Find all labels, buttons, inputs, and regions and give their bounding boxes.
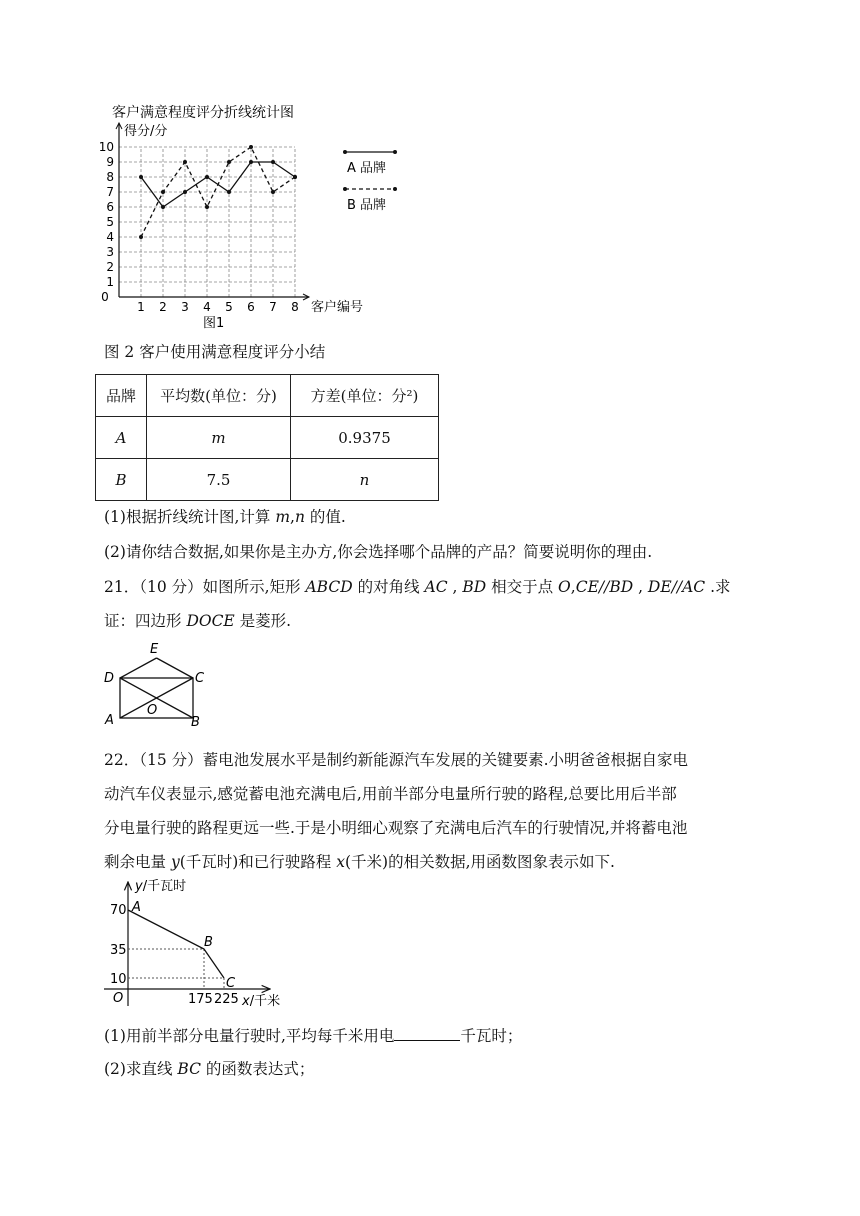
y-tick-label: 4: [106, 230, 114, 244]
x-tick-label: 8: [291, 300, 299, 314]
data-point-a: [161, 205, 165, 209]
origin-label: O: [113, 991, 124, 1006]
cell-brand-b: B: [96, 459, 147, 501]
point-d-label: D: [104, 671, 115, 686]
q21-line1: 21．（10 分）如图所示,矩形 ABCD 的对角线 AC , BD 相交于点 O,CE//BD , DE//AC .求: [104, 578, 731, 596]
x-tick-label: 5: [225, 300, 233, 314]
data-point-b: [183, 160, 187, 164]
x-tick-label: 2: [159, 300, 167, 314]
header-variance: 方差(单位：分²): [291, 375, 439, 417]
chart-grid: [119, 147, 295, 297]
q21-line2: 证：四边形 DOCE 是菱形.: [104, 612, 292, 630]
table-caption: 图 2 客户使用满意程度评分小结: [104, 343, 326, 361]
chart-caption: 图1: [203, 316, 225, 331]
battery-function-graph: [100, 874, 300, 1014]
data-point-b: [227, 160, 231, 164]
answer-blank[interactable]: [394, 1025, 460, 1041]
y-tick-label: 6: [106, 200, 114, 214]
point-a-label: A: [105, 713, 114, 728]
chart-axes: [116, 123, 309, 300]
x-tick-label: 7: [269, 300, 277, 314]
q20-part1: (1)根据折线统计图,计算 m,n 的值.: [104, 508, 346, 526]
q20-part2: (2)请你结合数据,如果你是主办方,你会选择哪个品牌的产品？简要说明你的理由.: [104, 543, 653, 561]
q22-line1: 22．（15 分）蓄电池发展水平是制约新能源汽车发展的关键要素.小明爸爸根据自家电: [104, 751, 689, 769]
cell-variance-a: 0.9375: [291, 417, 439, 459]
tick-70: 70: [110, 903, 127, 918]
score-summary-table: [95, 374, 439, 501]
y-tick-label: 3: [106, 245, 114, 259]
point-o-label: O: [147, 703, 158, 718]
q22-part2: (2)求直线 BC 的函数表达式；: [104, 1060, 315, 1078]
data-point-a: [227, 190, 231, 194]
table-row: [96, 459, 439, 501]
point-b-label: B: [204, 935, 213, 950]
y-tick-label: 1: [106, 275, 114, 289]
y-tick-label: 10: [98, 140, 114, 154]
y-tick-label: 2: [106, 260, 114, 274]
tick-35: 35: [110, 943, 127, 958]
chart-title: 客户满意程度评分折线统计图: [112, 105, 294, 121]
point-c-label: C: [195, 671, 205, 686]
legend-a-dot-right: [393, 150, 397, 154]
origin-label: 0: [101, 290, 109, 304]
point-c-label: C: [226, 976, 236, 991]
cell-mean-a: m: [147, 417, 291, 459]
cell-variance-b: n: [291, 459, 439, 501]
satisfaction-line-chart: [95, 95, 415, 335]
y-tick-label: 5: [106, 215, 114, 229]
data-point-b: [271, 190, 275, 194]
x-tick-label: 4: [203, 300, 211, 314]
x-axis-label: 客户编号: [311, 300, 364, 315]
data-point-a: [271, 160, 275, 164]
y-tick-label: 7: [106, 185, 114, 199]
chart-ticks: [99, 140, 299, 314]
rectangle-rhombus-figure: [100, 638, 210, 730]
x-tick-label: 6: [247, 300, 255, 314]
cell-brand-a: A: [96, 417, 147, 459]
point-e-label: E: [150, 642, 159, 657]
data-point-a: [183, 190, 187, 194]
x-tick-label: 3: [181, 300, 189, 314]
y-tick-label: 9: [106, 155, 114, 169]
data-point-b: [293, 175, 297, 179]
table-row: [96, 417, 439, 459]
data-point-a: [139, 175, 143, 179]
q22-line4: 剩余电量 y(千瓦时)和已行驶路程 x(千米)的相关数据,用函数图象表示如下.: [104, 853, 615, 871]
q22-line2: 动汽车仪表显示,感觉蓄电池充满电后,用前半部分电量所行驶的路程,总要比用后半部: [104, 785, 677, 803]
x-axis-label: x/千米: [242, 994, 281, 1009]
header-mean: 平均数(单位：分): [147, 375, 291, 417]
y-axis-label: 得分/分: [124, 124, 168, 139]
table-header-row: [96, 375, 439, 417]
data-point-a: [249, 160, 253, 164]
data-point-a: [205, 175, 209, 179]
q22-line3: 分电量行驶的路程更远一些.于是小明细心观察了充满电后汽车的行驶情况,并将蓄电池: [104, 819, 688, 837]
point-b-label: B: [191, 715, 200, 730]
legend-a-dot-left: [343, 150, 347, 154]
y-tick-label: 8: [106, 170, 114, 184]
data-point-b: [205, 205, 209, 209]
y-axis-label: y/千瓦时: [135, 879, 187, 894]
legend: [343, 150, 397, 213]
tick-175: 175: [188, 992, 213, 1007]
x-tick-label: 1: [137, 300, 145, 314]
data-point-b: [249, 145, 253, 149]
legend-b-label: B 品牌: [347, 198, 387, 213]
cell-mean-b: 7.5: [147, 459, 291, 501]
tick-10: 10: [110, 972, 127, 987]
legend-a-label: A 品牌: [347, 161, 387, 176]
tick-225: 225: [214, 992, 239, 1007]
header-brand: 品牌: [96, 375, 147, 417]
data-point-b: [161, 190, 165, 194]
point-a-label: A: [132, 900, 141, 915]
legend-b-dot-left: [343, 187, 347, 191]
data-point-b: [139, 235, 143, 239]
q22-part1: (1)用前半部分电量行驶时,平均每千米用电 千瓦时；: [104, 1027, 523, 1045]
legend-b-dot-right: [393, 187, 397, 191]
